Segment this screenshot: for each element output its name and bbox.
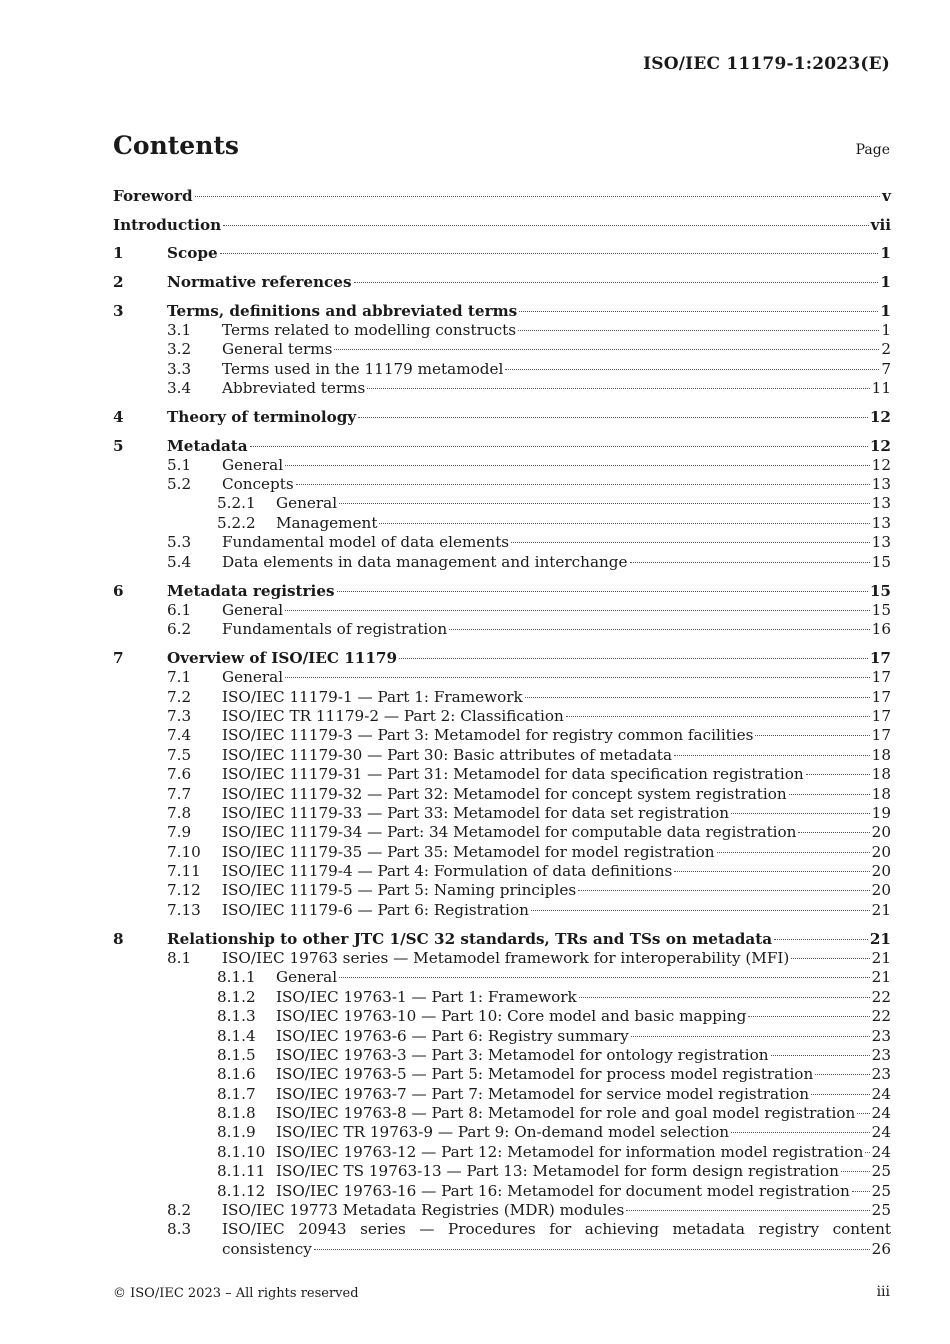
toc-entry-number: 8.1.12: [217, 1181, 266, 1200]
toc-entry-number: 7.6: [167, 765, 192, 784]
toc-entry-page: 13: [871, 533, 891, 552]
table-of-contents: [113, 186, 891, 1259]
toc-entry[interactable]: [113, 1085, 891, 1104]
toc-entry-number: 7.11: [167, 862, 201, 881]
dot-leader: [774, 938, 868, 940]
toc-entry-number: 4: [113, 408, 124, 426]
dot-leader: [789, 793, 870, 795]
dot-leader: [220, 252, 879, 254]
toc-entry-number: 8.1.3: [217, 1007, 256, 1026]
toc-entry-page: 24: [871, 1104, 891, 1123]
toc-entry-number: 7.9: [167, 823, 192, 842]
dot-leader: [518, 329, 879, 331]
toc-entry-page: 1: [880, 273, 891, 292]
toc-entry-number: 1: [113, 244, 124, 263]
toc-entry-page: 2: [881, 340, 891, 359]
toc-entry-page: 7: [881, 359, 891, 378]
toc-entry-title: ISO/IEC 11179-5 — Part 5: Naming principles: [222, 881, 577, 900]
toc-entry-page: 21: [871, 948, 891, 967]
toc-entry[interactable]: [113, 726, 891, 745]
toc-entry-title: General: [222, 455, 284, 474]
toc-entry[interactable]: [113, 301, 891, 321]
dot-leader: [579, 996, 870, 998]
toc-entry[interactable]: [113, 620, 891, 639]
contents-title: Contents: [113, 131, 240, 160]
toc-entry-number: 8.1.7: [217, 1084, 256, 1103]
toc-entry-title: Terms, definitions and abbreviated terms: [167, 301, 518, 320]
toc-entry-page: 21: [871, 900, 891, 919]
dot-leader: [296, 483, 870, 485]
toc-entry-page: 24: [871, 1123, 891, 1142]
toc-entry[interactable]: [113, 1220, 891, 1259]
toc-entry[interactable]: [113, 1143, 891, 1162]
page-number: iii: [876, 1284, 890, 1300]
toc-entry[interactable]: [113, 804, 891, 823]
toc-entry[interactable]: [113, 929, 891, 949]
toc-entry[interactable]: [113, 648, 891, 668]
toc-entry-page: 12: [871, 455, 891, 474]
toc-entry-title: ISO/IEC 20943 series — Procedures for achieving metadata registry content: [222, 1220, 891, 1239]
dot-leader: [857, 1112, 869, 1114]
toc-entry-number: 7.7: [167, 784, 192, 803]
toc-entry-page: 17: [871, 726, 891, 745]
toc-entry-number: 7.13: [167, 900, 201, 919]
toc-entry[interactable]: [113, 862, 891, 881]
toc-entry-number: 7.3: [167, 706, 192, 725]
toc-entry-number: 8.1.11: [217, 1162, 266, 1181]
toc-entry-title: ISO/IEC 11179-6 — Part 6: Registration: [222, 900, 529, 919]
toc-entry-number: 7.5: [167, 745, 192, 764]
dot-leader: [223, 224, 868, 226]
toc-entry-page: 15: [871, 552, 891, 571]
dot-leader: [731, 1131, 870, 1133]
toc-entry-page: 23: [871, 1026, 891, 1045]
toc-entry-number: 5.3: [167, 533, 192, 552]
toc-entry[interactable]: [113, 407, 891, 427]
dot-leader: [674, 870, 869, 872]
toc-entry-number: 3.1: [167, 320, 192, 339]
toc-entry-number: 7.12: [167, 881, 201, 900]
dot-leader: [505, 368, 879, 370]
toc-entry-title: General: [276, 494, 338, 513]
toc-entry-number: 8.1: [167, 948, 192, 967]
toc-entry-number: 3.2: [167, 340, 192, 359]
toc-entry-page: vii: [870, 215, 891, 234]
toc-entry[interactable]: [113, 581, 891, 601]
toc-entry[interactable]: [113, 988, 891, 1007]
toc-entry-page: 17: [871, 668, 891, 687]
toc-entry-number: 6: [113, 581, 124, 600]
dot-leader: [791, 957, 869, 959]
toc-entry[interactable]: [113, 785, 891, 804]
toc-entry-title: Data elements in data management and interchange: [222, 552, 628, 571]
toc-entry-title: ISO/IEC 11179-33 — Part 33: Metamodel for data set registration: [222, 803, 730, 822]
dot-leader: [339, 502, 870, 504]
toc-entry[interactable]: [113, 379, 891, 398]
dot-leader: [731, 812, 870, 814]
toc-entry-title: Metadata registries: [167, 581, 335, 600]
toc-entry-page: 17: [871, 687, 891, 706]
toc-entry-title: ISO/IEC 19763-8 — Part 8: Metamodel for role and goal model registration: [276, 1104, 856, 1123]
toc-entry-title: ISO/IEC 19763-3 — Part 3: Metamodel for ontology registration: [276, 1045, 769, 1064]
toc-entry-number: 7.10: [167, 842, 201, 861]
toc-entry-page: 17: [871, 706, 891, 725]
toc-entry-number: 7: [113, 649, 124, 668]
toc-entry[interactable]: [113, 1104, 891, 1123]
toc-entry-title-continued: consistency: [222, 1239, 312, 1258]
toc-entry[interactable]: [113, 1046, 891, 1065]
toc-entry-page: 1: [881, 320, 891, 339]
toc-entry-page: 11: [871, 378, 891, 397]
toc-entry-number: 3.3: [167, 359, 192, 378]
dot-leader: [531, 909, 870, 911]
toc-entry-page: v: [882, 187, 891, 205]
toc-entry-title: ISO/IEC 19763-12 — Part 12: Metamodel for information model registration: [276, 1142, 864, 1161]
dot-leader: [354, 281, 879, 283]
toc-entry-title: ISO/IEC 19763 series — Metamodel framework for interoperability (MFI): [222, 948, 790, 967]
toc-entry[interactable]: [113, 881, 891, 900]
toc-entry-page: 12: [869, 408, 891, 426]
toc-entry-title: ISO/IEC 11179-34 — Part: 34 Metamodel for computable data registration: [222, 823, 797, 842]
toc-entry-title: Terms related to modelling constructs: [222, 320, 517, 339]
copyright-notice: © ISO/IEC 2023 – All rights reserved: [113, 1286, 359, 1301]
toc-entry-number: 5.2.2: [217, 513, 256, 532]
toc-entry-number: 8.1.9: [217, 1123, 256, 1142]
dot-leader: [852, 1190, 870, 1192]
toc-entry-title: ISO/IEC 11179-35 — Part 35: Metamodel for model registration: [222, 842, 715, 861]
toc-entry-number: 3: [113, 301, 124, 320]
toc-entry-title: Fundamentals of registration: [222, 620, 448, 639]
toc-entry-page: 17: [869, 649, 891, 668]
toc-entry-page: 26: [871, 1239, 891, 1258]
toc-entry[interactable]: [113, 901, 891, 920]
toc-entry-page: 1: [880, 301, 891, 320]
dot-leader: [358, 416, 868, 418]
toc-entry-title: Fundamental model of data elements: [222, 533, 510, 552]
toc-entry-title: ISO/IEC 19763-5 — Part 5: Metamodel for process model registration: [276, 1065, 814, 1084]
toc-entry-title: ISO/IEC TR 19763-9 — Part 9: On-demand model selection: [276, 1123, 730, 1142]
dot-leader: [771, 1054, 870, 1056]
toc-entry[interactable]: [113, 553, 891, 572]
dot-leader: [566, 715, 870, 717]
toc-entry[interactable]: [113, 456, 891, 475]
toc-entry[interactable]: [113, 436, 891, 456]
toc-entry-title: General: [276, 968, 338, 987]
toc-entry-page: 13: [871, 475, 891, 494]
dot-leader: [195, 195, 881, 197]
toc-entry[interactable]: [113, 360, 891, 379]
toc-entry-title: Foreword: [113, 187, 193, 205]
toc-entry-title: ISO/IEC 11179-32 — Part 32: Metamodel for concept system registration: [222, 784, 787, 803]
dot-leader: [811, 1093, 870, 1095]
toc-entry-title: General: [222, 600, 284, 619]
dot-leader: [285, 676, 870, 678]
dot-leader: [578, 889, 870, 891]
toc-entry-number: 5: [113, 436, 124, 455]
toc-entry-title: Relationship to other JTC 1/SC 32 standards, TRs and TSs on metadata: [167, 929, 773, 948]
toc-entry[interactable]: [113, 707, 891, 726]
toc-entry-number: 8.1.1: [217, 968, 256, 987]
toc-entry-number: 8.2: [167, 1201, 192, 1220]
toc-entry-title: ISO/IEC 19763-10 — Part 10: Core model and basic mapping: [276, 1007, 747, 1026]
dot-leader: [511, 541, 870, 543]
toc-entry[interactable]: [113, 668, 891, 687]
toc-entry-title: Terms used in the 11179 metamodel: [222, 359, 504, 378]
toc-entry-title: General: [222, 668, 284, 687]
toc-entry-number: 8.1.4: [217, 1026, 256, 1045]
toc-entry[interactable]: [113, 1162, 891, 1181]
dot-leader: [285, 464, 870, 466]
toc-entry-title: ISO/IEC TS 19763-13 — Part 13: Metamodel for form design registration: [276, 1162, 839, 1181]
toc-entry-title: Theory of terminology: [167, 408, 357, 426]
toc-entry-number: 7.2: [167, 687, 192, 706]
dot-leader: [674, 754, 870, 756]
toc-entry[interactable]: [113, 1201, 891, 1220]
toc-entry[interactable]: [113, 968, 891, 987]
dot-leader: [337, 590, 868, 592]
toc-entry-number: 5.1: [167, 455, 192, 474]
toc-entry[interactable]: [113, 533, 891, 552]
dot-leader: [748, 1015, 869, 1017]
toc-entry-title: ISO/IEC 19763-16 — Part 16: Metamodel for document model registration: [276, 1181, 850, 1200]
toc-entry-title: ISO/IEC 19763-6 — Part 6: Registry summary: [276, 1026, 629, 1045]
toc-entry-title: Overview of ISO/IEC 11179: [167, 649, 398, 668]
toc-entry-page: 25: [871, 1181, 891, 1200]
toc-entry-title: Normative references: [167, 273, 352, 292]
toc-entry[interactable]: [113, 272, 891, 292]
toc-entry-page: 22: [871, 1007, 891, 1026]
toc-entry-page: 23: [871, 1065, 891, 1084]
toc-entry[interactable]: [113, 949, 891, 968]
toc-entry-number: 7.8: [167, 803, 192, 822]
toc-entry-page: 24: [871, 1142, 891, 1161]
toc-entry-number: 7.1: [167, 668, 192, 687]
toc-entry-page: 13: [871, 513, 891, 532]
toc-entry[interactable]: [113, 215, 891, 235]
toc-entry-page: 15: [869, 581, 891, 600]
dot-leader: [717, 851, 870, 853]
toc-entry-title: Abbreviated terms: [222, 378, 366, 397]
toc-entry-page: 20: [871, 823, 891, 842]
toc-entry-title: ISO/IEC TR 11179-2 — Part 2: Classification: [222, 706, 564, 725]
toc-entry-page: 20: [871, 862, 891, 881]
toc-entry-page: 20: [871, 842, 891, 861]
toc-entry-title: ISO/IEC 11179-31 — Part 31: Metamodel for data specification registration: [222, 765, 804, 784]
toc-entry-title: ISO/IEC 11179-30 — Part 30: Basic attributes of metadata: [222, 745, 673, 764]
dot-leader: [755, 734, 869, 736]
toc-entry-page: 25: [871, 1162, 891, 1181]
dot-leader: [334, 348, 879, 350]
toc-entry-page: 25: [871, 1201, 891, 1220]
toc-entry-page: 13: [871, 494, 891, 513]
toc-entry-number: 8.1.6: [217, 1065, 256, 1084]
toc-entry-page: 23: [871, 1045, 891, 1064]
dot-leader: [626, 1209, 869, 1211]
toc-entry[interactable]: [113, 514, 891, 533]
toc-entry-page: 16: [871, 620, 891, 639]
toc-entry-number: 8.1.5: [217, 1045, 256, 1064]
toc-entry-page: 20: [871, 881, 891, 900]
toc-entry-title: Scope: [167, 244, 218, 263]
toc-entry[interactable]: [113, 1182, 891, 1201]
dot-leader: [841, 1170, 870, 1172]
toc-entry[interactable]: [113, 688, 891, 707]
toc-entry-number: 8: [113, 929, 124, 948]
toc-entry-title: Management: [276, 513, 378, 532]
toc-entry-number: 8.1.8: [217, 1104, 256, 1123]
toc-entry[interactable]: [113, 494, 891, 513]
toc-entry-title: ISO/IEC 11179-3 — Part 3: Metamodel for registry common facilities: [222, 726, 754, 745]
toc-entry-title: General terms: [222, 340, 333, 359]
dot-leader: [399, 657, 868, 659]
toc-entry-page: 24: [871, 1084, 891, 1103]
dot-leader: [519, 310, 878, 312]
dot-leader: [314, 1248, 870, 1250]
toc-entry-number: 6.1: [167, 600, 192, 619]
toc-entry-title: Metadata: [167, 436, 248, 455]
toc-entry-title: Introduction: [113, 215, 222, 234]
toc-entry-title: ISO/IEC 19763-7 — Part 7: Metamodel for service model registration: [276, 1084, 810, 1103]
dot-leader: [339, 976, 870, 978]
dot-leader: [798, 831, 869, 833]
toc-entry-title: ISO/IEC 11179-1 — Part 1: Framework: [222, 687, 523, 706]
dot-leader: [631, 1035, 870, 1037]
dot-leader: [379, 522, 869, 524]
toc-entry-page: 18: [871, 784, 891, 803]
toc-entry[interactable]: [113, 765, 891, 784]
toc-entry-page: 18: [871, 765, 891, 784]
toc-entry-page: 22: [871, 987, 891, 1006]
toc-entry-page: 19: [871, 803, 891, 822]
toc-entry-number: 8.1.2: [217, 987, 256, 1006]
toc-entry[interactable]: [113, 1123, 891, 1142]
dot-leader: [806, 773, 870, 775]
toc-entry-number: 5.2: [167, 475, 192, 494]
toc-entry-number: 7.4: [167, 726, 192, 745]
toc-entry-number: 6.2: [167, 620, 192, 639]
dot-leader: [250, 445, 868, 447]
toc-entry-page: 21: [869, 929, 891, 948]
dot-leader: [285, 609, 870, 611]
toc-entry[interactable]: [113, 321, 891, 340]
toc-entry[interactable]: [113, 823, 891, 842]
toc-entry-title: ISO/IEC 11179-4 — Part 4: Formulation of data definitions: [222, 862, 673, 881]
toc-entry-number: 2: [113, 273, 124, 292]
toc-entry[interactable]: [113, 340, 891, 359]
toc-entry-title: ISO/IEC 19763-1 — Part 1: Framework: [276, 987, 577, 1006]
toc-entry-number: 3.4: [167, 378, 192, 397]
toc-entry[interactable]: [113, 1065, 891, 1084]
dot-leader: [525, 696, 870, 698]
toc-entry[interactable]: [113, 1007, 891, 1026]
dot-leader: [449, 628, 869, 630]
document-id: ISO/IEC 11179-1:2023(E): [643, 54, 890, 74]
toc-entry-number: 5.2.1: [217, 494, 256, 513]
toc-entry-page: 18: [871, 745, 891, 764]
toc-entry-title: ISO/IEC 19773 Metadata Registries (MDR) modules: [222, 1201, 625, 1220]
dot-leader: [630, 561, 870, 563]
toc-entry-title: Concepts: [222, 475, 294, 494]
toc-entry[interactable]: [113, 475, 891, 494]
toc-entry-page: 1: [880, 244, 891, 263]
toc-entry-number: 5.4: [167, 552, 192, 571]
toc-entry[interactable]: [113, 1027, 891, 1046]
toc-entry-number: 8.1.10: [217, 1142, 266, 1161]
toc-entry-page: 12: [869, 436, 891, 455]
toc-entry-number: 8.3: [167, 1220, 192, 1239]
toc-entry[interactable]: [113, 243, 891, 263]
dot-leader: [815, 1073, 869, 1075]
toc-entry[interactable]: [113, 601, 891, 620]
toc-entry[interactable]: [113, 746, 891, 765]
dot-leader: [367, 387, 869, 389]
page-column-label: Page: [855, 142, 890, 158]
toc-entry-page: 21: [871, 968, 891, 987]
toc-entry-page: 15: [871, 600, 891, 619]
toc-entry[interactable]: [113, 843, 891, 862]
toc-entry[interactable]: [113, 186, 891, 206]
dot-leader: [865, 1151, 869, 1153]
